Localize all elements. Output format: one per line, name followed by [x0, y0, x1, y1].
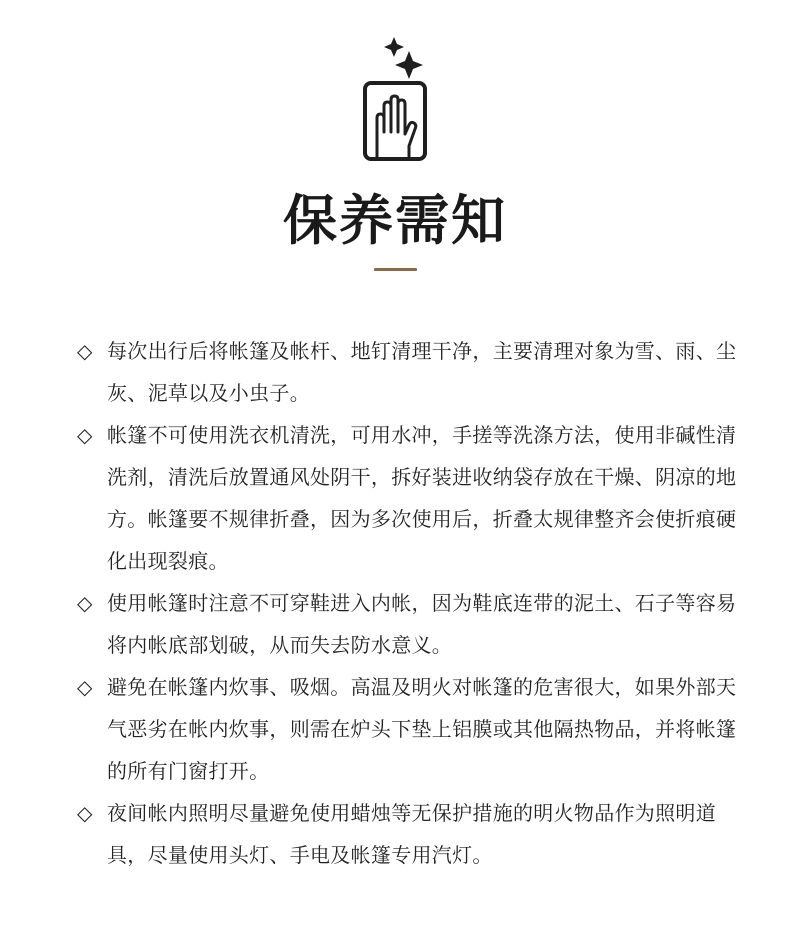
page-title: 保养需知: [283, 189, 507, 252]
list-item-text: 夜间帐内照明尽量避免使用蜡烛等无保护措施的明火物品作为照明道具，尽量使用头灯、手电及帐篷专用汽灯。: [107, 801, 716, 867]
diamond-bullet-icon: ◇: [77, 591, 93, 615]
care-list: [77, 330, 737, 876]
list-item: [77, 666, 737, 792]
list-item: [77, 582, 737, 666]
diamond-bullet-icon: ◇: [77, 423, 93, 447]
list-item: [77, 330, 737, 414]
diamond-bullet-icon: ◇: [77, 339, 93, 363]
sparkling-glove-icon: [356, 34, 436, 164]
list-item: [77, 414, 737, 582]
list-item-text: 每次出行后将帐篷及帐杆、地钉清理干净，主要清理对象为雪、雨、尘灰、泥草以及小虫子。: [107, 339, 737, 405]
list-item-text: 避免在帐篷内炊事、吸烟。高温及明火对帐篷的危害很大，如果外部天气恶劣在帐内炊事，则需在炉头下垫上铝膜或其他隔热物品，并将帐篷的所有门窗打开。: [107, 675, 737, 783]
diamond-bullet-icon: ◇: [77, 801, 93, 825]
list-item-text: 帐篷不可使用洗衣机清洗，可用水冲，手搓等洗涤方法，使用非碱性清洗剂，清洗后放置通风处阴干，拆好装进收纳袋存放在干燥、阴凉的地方。帐篷要不规律折叠，因为多次使用后，折叠太规律整齐会使折痕硬化出现裂痕。: [107, 423, 737, 573]
title-underline: [374, 268, 417, 271]
diamond-bullet-icon: ◇: [77, 675, 93, 699]
list-item: [77, 792, 737, 876]
list-item-text: 使用帐篷时注意不可穿鞋进入内帐，因为鞋底连带的泥土、石子等容易将内帐底部划破，从而失去防水意义。: [107, 591, 737, 657]
